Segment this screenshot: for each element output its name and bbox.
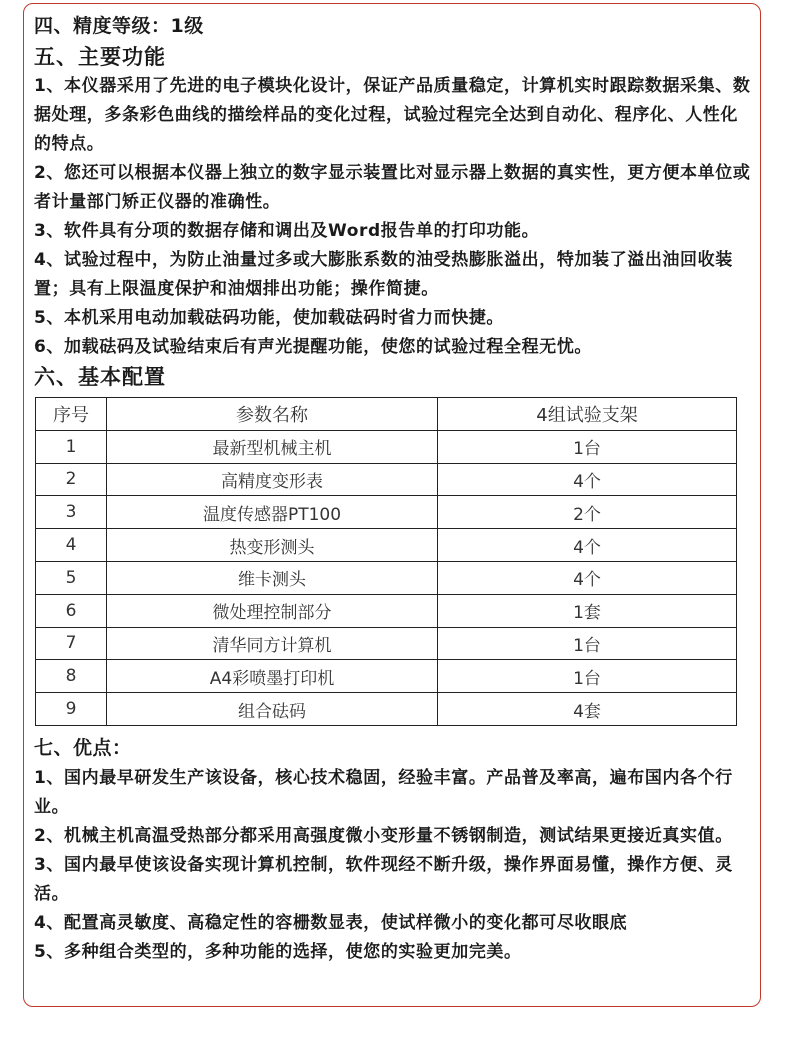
advantage-item-2: 2、机械主机高温受热部分都采用高强度微小变形量不锈钢制造，测试结果更接近真实值。 bbox=[34, 825, 733, 846]
cell-name: 清华同方计算机 bbox=[107, 627, 438, 660]
cell-quantity: 4个 bbox=[438, 561, 737, 594]
function-item-1: 1、本仪器采用了先进的电子模块化设计，保证产品质量稳定，计算机实时跟踪数据采集、数据处理，多条彩色曲线的描绘样品的变化过程，试验过程完全达到自动化、程序化、人性化的特点。 bbox=[34, 76, 751, 154]
cell-index: 6 bbox=[36, 594, 107, 627]
function-item-2: 2、您还可以根据本仪器上独立的数字显示装置比对显示器上数据的真实性，更方便本单位或者计量部门矫正仪器的准确性。 bbox=[34, 163, 751, 212]
cell-quantity: 4个 bbox=[438, 529, 737, 562]
section-title-functions: 五、主要功能 bbox=[34, 45, 166, 69]
header-index: 序号 bbox=[36, 398, 107, 431]
header-param-name: 参数名称 bbox=[107, 398, 438, 431]
function-item-5: 5、本机采用电动加载砝码功能，使加载砝码时省力而快捷。 bbox=[34, 308, 505, 328]
table-row bbox=[36, 693, 737, 726]
function-item-4: 4、试验过程中，为防止油量过多或大膨胀系数的油受热膨胀溢出，特加装了溢出油回收装置；具有上限温度保护和油烟排出功能；操作简捷。 bbox=[34, 250, 733, 299]
table-row bbox=[36, 430, 737, 463]
cell-index: 9 bbox=[36, 693, 107, 726]
table-row bbox=[36, 594, 737, 627]
cell-index: 2 bbox=[36, 463, 107, 496]
cell-name: 温度传感器PT100 bbox=[107, 496, 438, 529]
table-row bbox=[36, 561, 737, 594]
cell-quantity: 4个 bbox=[438, 463, 737, 496]
section-title-precision: 四、精度等级：1级 bbox=[34, 15, 204, 37]
header-quantity: 4组试验支架 bbox=[438, 398, 737, 431]
cell-quantity: 4套 bbox=[438, 693, 737, 726]
cell-name: A4彩喷墨打印机 bbox=[107, 660, 438, 693]
cell-name: 高精度变形表 bbox=[107, 463, 438, 496]
section-title-advantages: 七、优点： bbox=[34, 736, 132, 759]
function-item-3: 3、软件具有分项的数据存储和调出及Word报告单的打印功能。 bbox=[34, 221, 540, 241]
cell-name: 微处理控制部分 bbox=[107, 594, 438, 627]
section-title-configuration: 六、基本配置 bbox=[34, 365, 166, 389]
cell-index: 7 bbox=[36, 627, 107, 660]
cell-index: 4 bbox=[36, 529, 107, 562]
configuration-table bbox=[35, 397, 737, 726]
table-row bbox=[36, 496, 737, 529]
cell-quantity: 1台 bbox=[438, 627, 737, 660]
table-header-row bbox=[36, 398, 737, 431]
advantage-item-5: 5、多种组合类型的，多种功能的选择，使您的实验更加完美。 bbox=[34, 941, 522, 962]
cell-quantity: 1台 bbox=[438, 430, 737, 463]
cell-index: 5 bbox=[36, 561, 107, 594]
cell-quantity: 1套 bbox=[438, 594, 737, 627]
cell-name: 维卡测头 bbox=[107, 561, 438, 594]
document-content bbox=[34, 10, 754, 967]
cell-name: 热变形测头 bbox=[107, 529, 438, 562]
table-row bbox=[36, 529, 737, 562]
advantage-item-4: 4、配置高灵敏度、高稳定性的容栅数显表，使试样微小的变化都可尽收眼底 bbox=[34, 912, 628, 933]
cell-index: 8 bbox=[36, 660, 107, 693]
cell-name: 组合砝码 bbox=[107, 693, 438, 726]
function-item-6: 6、加载砝码及试验结束后有声光提醒功能，使您的试验过程全程无忧。 bbox=[34, 337, 593, 357]
cell-quantity: 2个 bbox=[438, 496, 737, 529]
table-row bbox=[36, 463, 737, 496]
table-row bbox=[36, 660, 737, 693]
cell-index: 1 bbox=[36, 430, 107, 463]
cell-index: 3 bbox=[36, 496, 107, 529]
advantage-item-1: 1、国内最早研发生产该设备，核心技术稳固，经验丰富。产品普及率高，遍布国内各个行业。 bbox=[34, 767, 733, 817]
cell-quantity: 1台 bbox=[438, 660, 737, 693]
cell-name: 最新型机械主机 bbox=[107, 430, 438, 463]
table-row bbox=[36, 627, 737, 660]
advantage-item-3: 3、国内最早使该设备实现计算机控制，软件现经不断升级，操作界面易懂，操作方便、灵活。 bbox=[34, 854, 733, 904]
